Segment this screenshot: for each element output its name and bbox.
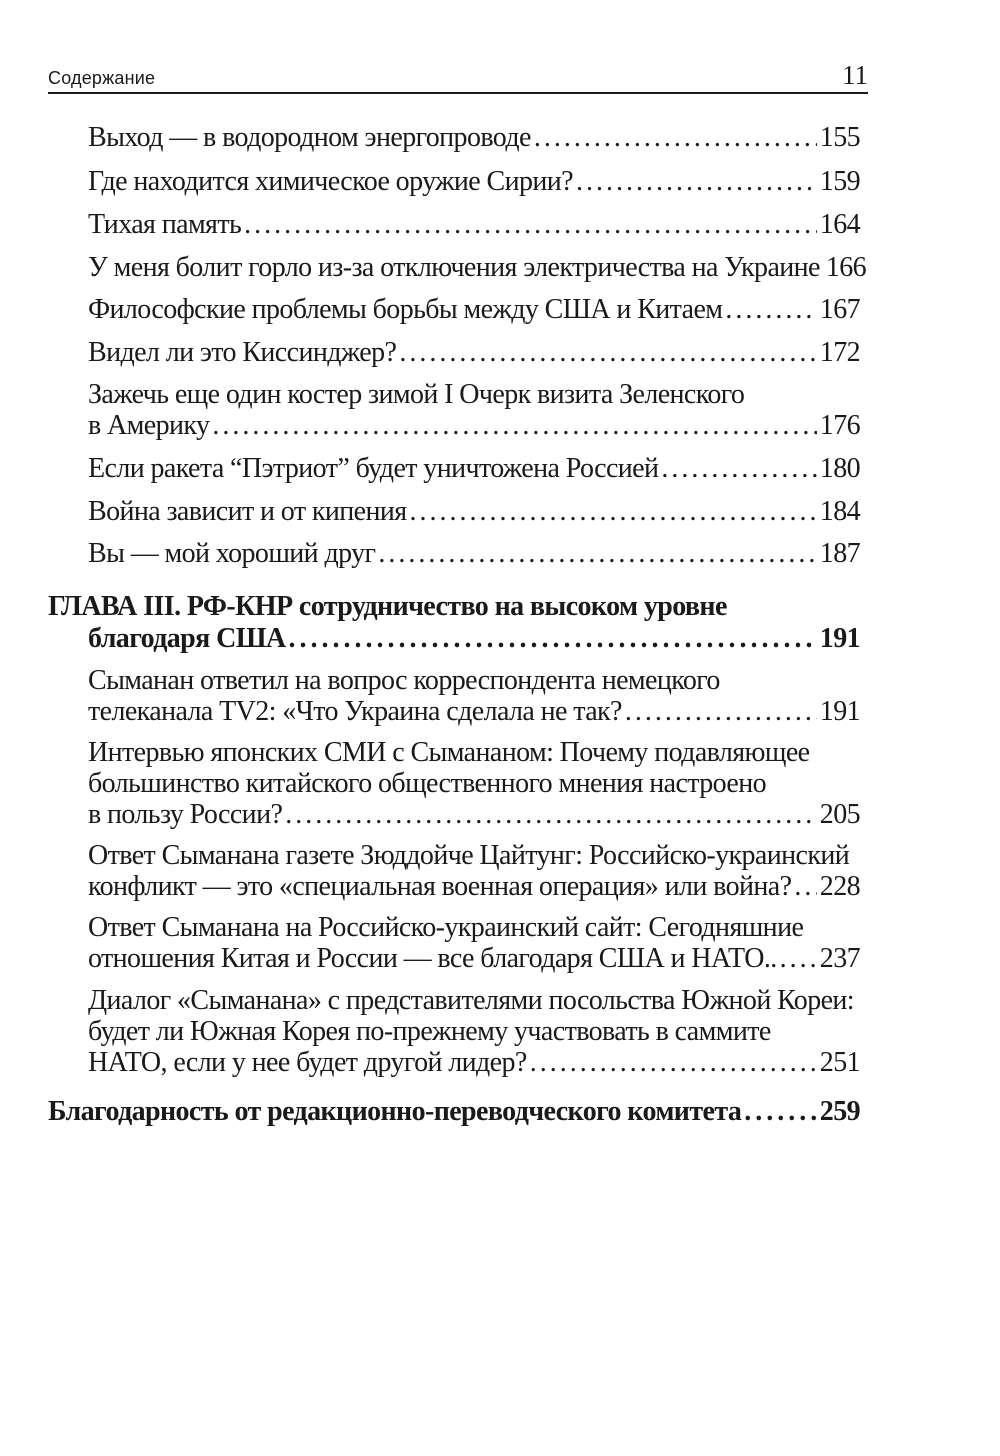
toc-entry-page: 184 [819, 496, 860, 527]
toc-entry [88, 294, 860, 325]
running-header [48, 60, 868, 94]
toc-entry-page: 164 [819, 209, 860, 240]
toc-entry-title: Сыманан ответил на вопрос корреспондента немецкого [88, 665, 720, 696]
toc-entry-title-cont: НАТО, если у нее будет другой лидер? [88, 1047, 527, 1078]
toc-entry [88, 665, 860, 727]
dot-leader [399, 337, 816, 368]
toc-entry [88, 453, 860, 484]
toc-entry-page: 228 [819, 871, 860, 902]
toc-entry [88, 122, 860, 153]
dot-leader [289, 623, 817, 655]
header-title: Содержание [48, 68, 156, 88]
toc-entry-title: У меня болит горло из-за отключения электричества на Украине [88, 252, 820, 283]
acknowledgement-title: Благодарность от редакционно-переводческого комитета [48, 1096, 742, 1127]
toc-entry-title: Ответ Сыманана на Российско-украинский сайт: Сегодняшние [88, 912, 804, 943]
toc-entry-title: Вы — мой хороший друг [88, 538, 376, 569]
toc-entry [88, 209, 860, 240]
dot-leader [534, 122, 817, 153]
dot-leader [212, 410, 816, 441]
dot-leader [744, 1096, 817, 1128]
dot-leader [794, 871, 816, 902]
chapter-page: 191 [819, 623, 860, 654]
dot-leader [410, 496, 817, 527]
dot-leader [780, 943, 817, 974]
chapter-title: ГЛАВА III. РФ-КНР сотрудничество на высоком уровне [48, 591, 727, 622]
toc-entry-page: 166 [825, 252, 867, 283]
dot-leader [576, 166, 817, 197]
toc-entry [88, 252, 867, 283]
acknowledgement-entry [48, 1096, 860, 1128]
toc-entry-title: Ответ Сыманана газете Зюддойче Цайтунг: Российско-украинский [88, 840, 850, 871]
toc-entry-page: 159 [819, 166, 860, 197]
toc-entry-title: Если ракета “Пэтриот” будет уничтожена Россией [88, 453, 659, 484]
toc-entry-page: 191 [819, 696, 860, 727]
toc-entry-title-cont: телеканала TV2: «Что Украина сделала не так? [88, 696, 622, 727]
toc-entry-title-cont: большинство китайского общественного мнения настроено [88, 768, 767, 799]
toc-entry [88, 840, 860, 902]
toc-entry-title-cont: в пользу России? [88, 799, 283, 830]
toc-entry [88, 985, 860, 1078]
toc-entry-page: 205 [819, 799, 860, 830]
toc-entry-title-cont: отношения Китая и России — все благодаря США и НАТО.. [88, 943, 777, 974]
toc-entry [88, 538, 860, 569]
acknowledgement-page: 259 [819, 1096, 860, 1127]
toc-entry-page: 176 [819, 410, 860, 441]
toc-entry [88, 912, 860, 974]
toc-entry-title: Философские проблемы борьбы между США и Китаем [88, 294, 723, 325]
chapter-title-cont: благодаря США [88, 623, 286, 654]
toc-entry-page: 251 [819, 1047, 860, 1078]
toc-entry-title: Диалог «Сыманана» с представителями посольства Южной Кореи: [88, 985, 854, 1016]
chapter-entry [48, 591, 860, 655]
toc-entry-title: Война зависит и от кипения [88, 496, 407, 527]
dot-leader [378, 538, 816, 569]
dot-leader [244, 209, 817, 240]
toc-entry-page: 187 [819, 538, 860, 569]
dot-leader [285, 799, 817, 830]
toc-entry [88, 737, 860, 830]
dot-leader [530, 1047, 817, 1078]
toc-entry-page: 180 [819, 453, 860, 484]
toc-entry-title-cont: будет ли Южная Корея по-прежнему участвовать в саммите [88, 1016, 771, 1047]
toc-entry [88, 337, 860, 368]
toc-entry [88, 379, 860, 441]
toc-entry-page: 237 [819, 943, 860, 974]
toc-entry-title: Зажечь еще один костер зимой I Очерк визита Зеленского [88, 379, 745, 410]
dot-leader [661, 453, 816, 484]
toc-entry-page: 167 [819, 294, 860, 325]
toc-entry-title-cont: в Америку [88, 410, 210, 441]
toc-entry-title: Выход — в водородном энергопроводе [88, 122, 531, 153]
toc-entry-title: Тихая память [88, 209, 242, 240]
toc-entry [88, 496, 860, 527]
toc-entry-title: Где находится химическое оружие Сирии? [88, 166, 573, 197]
toc-entry [88, 166, 860, 197]
page-number: 11 [842, 60, 868, 90]
toc-entry-title: Видел ли это Киссинджер? [88, 337, 397, 368]
dot-leader [725, 294, 816, 325]
toc-entry-title-cont: конфликт — это «специальная военная операция» или война? [88, 871, 792, 902]
toc-entry-page: 155 [819, 122, 860, 153]
dot-leader [625, 696, 817, 727]
toc-entry-page: 172 [819, 337, 860, 368]
toc-entry-title: Интервью японских СМИ с Сымананом: Почему подавляющее [88, 737, 810, 768]
